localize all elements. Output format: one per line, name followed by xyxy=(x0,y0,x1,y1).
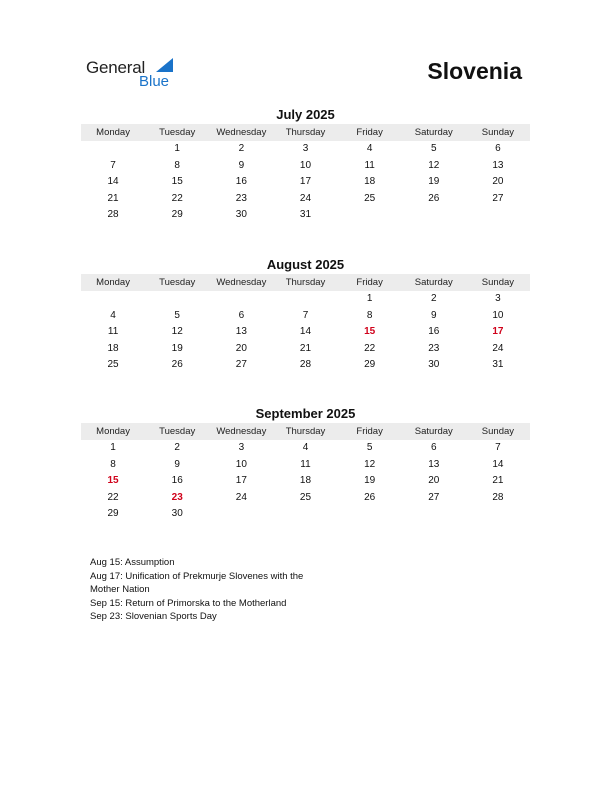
day-cell: 19 xyxy=(171,342,183,354)
day-cell: 7 xyxy=(110,159,116,171)
weekday-label: Wednesday xyxy=(216,277,267,288)
week-row xyxy=(81,357,530,374)
day-cell: 14 xyxy=(299,326,312,338)
week-row xyxy=(81,207,530,224)
weekday-label: Wednesday xyxy=(216,127,267,138)
day-cell: 20 xyxy=(428,475,440,487)
holiday-day-cell: 17 xyxy=(492,326,504,338)
day-cell: 11 xyxy=(364,159,375,171)
day-cell: 21 xyxy=(299,342,312,354)
empty-day-cell xyxy=(466,506,530,523)
day-cell: 12 xyxy=(428,159,440,171)
weekday-label: Friday xyxy=(356,426,383,437)
weekday-label: Thursday xyxy=(285,277,326,288)
day-cell: 2 xyxy=(430,293,437,304)
week-row xyxy=(81,490,530,507)
day-cell: 18 xyxy=(299,475,312,487)
day-cell: 9 xyxy=(174,458,180,470)
weekday-label: Monday xyxy=(96,426,130,437)
weekday-label: Thursday xyxy=(285,127,326,138)
day-cell: 2 xyxy=(174,442,180,453)
day-cell: 16 xyxy=(235,176,247,188)
logo-general-text: General xyxy=(86,58,146,77)
day-cell: 23 xyxy=(235,192,247,204)
day-cell: 28 xyxy=(299,359,312,371)
day-cell: 12 xyxy=(364,458,376,470)
week-row xyxy=(81,174,530,191)
weekday-label: Saturday xyxy=(414,127,453,138)
day-cell: 18 xyxy=(364,176,376,188)
day-cell: 20 xyxy=(492,176,504,188)
empty-day-cell xyxy=(402,207,466,224)
week-row xyxy=(81,506,530,523)
day-cell: 27 xyxy=(235,359,247,371)
weekday-label: Saturday xyxy=(414,426,453,437)
month-grid xyxy=(81,141,530,224)
empty-day-cell xyxy=(338,506,402,523)
month-title: September 2025 xyxy=(255,406,356,421)
weekday-header xyxy=(81,423,530,440)
day-cell: 29 xyxy=(364,359,376,371)
day-cell: 12 xyxy=(171,326,183,338)
month-title: August 2025 xyxy=(266,257,345,272)
week-row xyxy=(81,457,530,474)
day-cell: 25 xyxy=(107,359,119,371)
day-cell: 4 xyxy=(366,143,373,154)
day-cell: 8 xyxy=(110,458,116,470)
week-row xyxy=(81,324,530,341)
empty-day-cell xyxy=(273,291,337,308)
day-cell: 9 xyxy=(238,159,245,171)
day-cell: 13 xyxy=(492,159,504,171)
day-cell: 15 xyxy=(171,176,183,188)
day-cell: 16 xyxy=(428,326,440,338)
logo-blue-text: Blue xyxy=(139,73,170,90)
weekday-label: Sunday xyxy=(481,426,515,437)
day-cell: 21 xyxy=(492,475,504,487)
day-cell: 8 xyxy=(366,309,373,321)
day-cell: 20 xyxy=(235,342,247,354)
day-cell: 24 xyxy=(492,342,504,354)
day-cell: 3 xyxy=(495,293,501,304)
brand-logo xyxy=(86,56,186,92)
week-row xyxy=(81,440,530,457)
week-row xyxy=(81,473,530,490)
day-cell: 18 xyxy=(107,342,119,354)
weekday-header xyxy=(81,124,530,141)
day-cell: 25 xyxy=(364,192,376,204)
day-cell: 10 xyxy=(492,309,504,321)
day-cell: 22 xyxy=(171,192,183,204)
day-cell: 13 xyxy=(235,326,247,338)
weekday-label: Friday xyxy=(356,127,383,138)
day-cell: 1 xyxy=(110,442,116,453)
empty-day-cell xyxy=(145,291,209,308)
day-cell: 25 xyxy=(299,491,312,503)
weekday-label: Thursday xyxy=(285,426,326,437)
weekday-label: Tuesday xyxy=(159,277,196,288)
month-september xyxy=(81,405,530,523)
week-row xyxy=(81,191,530,208)
day-cell: 6 xyxy=(430,442,437,453)
day-cell: 5 xyxy=(430,143,437,154)
weekday-label: Sunday xyxy=(481,127,515,138)
week-row xyxy=(81,141,530,158)
day-cell: 6 xyxy=(495,143,501,154)
day-cell: 8 xyxy=(174,159,180,171)
day-cell: 31 xyxy=(492,359,504,371)
weekday-label: Sunday xyxy=(481,277,515,288)
empty-day-cell xyxy=(81,291,145,308)
day-cell: 10 xyxy=(235,458,247,470)
empty-day-cell xyxy=(81,141,145,158)
day-cell: 26 xyxy=(428,192,440,204)
holiday-day-cell: 15 xyxy=(107,475,119,487)
weekday-label: Monday xyxy=(96,127,130,138)
month-grid xyxy=(81,440,530,523)
day-cell: 4 xyxy=(110,309,116,321)
day-cell: 3 xyxy=(302,143,309,154)
day-cell: 27 xyxy=(428,491,440,503)
day-cell: 1 xyxy=(366,293,373,304)
day-cell: 5 xyxy=(366,442,373,453)
day-cell: 24 xyxy=(299,192,312,204)
day-cell: 5 xyxy=(174,309,180,321)
day-cell: 26 xyxy=(171,359,183,371)
day-cell: 14 xyxy=(492,458,504,470)
week-row xyxy=(81,341,530,358)
day-cell: 30 xyxy=(428,359,440,371)
day-cell: 2 xyxy=(238,143,245,154)
day-cell: 6 xyxy=(238,309,245,321)
empty-day-cell xyxy=(402,506,466,523)
holiday-notes xyxy=(90,556,330,624)
weekday-label: Saturday xyxy=(414,277,453,288)
month-title: July 2025 xyxy=(276,107,335,122)
day-cell: 29 xyxy=(107,508,119,520)
month-july xyxy=(81,106,530,224)
day-cell: 27 xyxy=(492,192,504,204)
day-cell: 1 xyxy=(174,143,180,154)
day-cell: 22 xyxy=(107,491,119,503)
holiday-day-cell: 15 xyxy=(364,326,376,338)
month-august xyxy=(81,256,530,374)
day-cell: 30 xyxy=(171,508,183,520)
day-cell: 31 xyxy=(299,209,312,221)
weekday-label: Tuesday xyxy=(159,127,196,138)
day-cell: 22 xyxy=(364,342,376,354)
day-cell: 21 xyxy=(107,192,119,204)
country-title: Slovenia xyxy=(427,58,522,84)
day-cell: 19 xyxy=(428,176,440,188)
day-cell: 28 xyxy=(492,491,504,503)
holiday-note: Sep 15: Return of Primorska to the Motherland xyxy=(90,597,287,609)
day-cell: 3 xyxy=(238,442,245,453)
logo-flag-icon xyxy=(156,58,173,72)
weekday-label: Monday xyxy=(96,277,130,288)
day-cell: 26 xyxy=(364,491,376,503)
day-cell: 13 xyxy=(428,458,440,470)
day-cell: 16 xyxy=(171,475,183,487)
day-cell: 19 xyxy=(364,475,376,487)
weekday-label: Tuesday xyxy=(159,426,196,437)
holiday-note: Sep 23: Slovenian Sports Day xyxy=(90,611,217,622)
day-cell: 24 xyxy=(235,491,247,503)
week-row xyxy=(81,308,530,325)
day-cell: 28 xyxy=(107,209,119,221)
day-cell: 17 xyxy=(235,475,247,487)
weekday-label: Friday xyxy=(356,277,383,288)
day-cell: 10 xyxy=(299,159,312,171)
day-cell: 7 xyxy=(302,309,309,321)
day-cell: 4 xyxy=(302,442,309,453)
day-cell: 9 xyxy=(430,309,437,321)
empty-day-cell xyxy=(466,207,530,224)
week-row xyxy=(81,291,530,308)
day-cell: 30 xyxy=(235,209,247,221)
week-row xyxy=(81,158,530,175)
weekday-header xyxy=(81,274,530,291)
day-cell: 23 xyxy=(428,342,440,354)
empty-day-cell xyxy=(273,506,337,523)
month-grid xyxy=(81,291,530,374)
empty-day-cell xyxy=(209,291,273,308)
holiday-day-cell: 23 xyxy=(171,491,183,503)
day-cell: 11 xyxy=(107,326,119,338)
day-cell: 17 xyxy=(299,176,312,188)
holiday-note: Aug 15: Assumption xyxy=(90,557,175,568)
day-cell: 7 xyxy=(495,442,501,453)
holiday-note: Aug 17: Unification of Prekmurje Slovenes with the Mother Nation xyxy=(90,570,304,595)
empty-day-cell xyxy=(338,207,402,224)
day-cell: 14 xyxy=(107,176,119,188)
empty-day-cell xyxy=(209,506,273,523)
day-cell: 29 xyxy=(171,209,183,221)
day-cell: 11 xyxy=(300,458,311,470)
weekday-label: Wednesday xyxy=(216,426,267,437)
